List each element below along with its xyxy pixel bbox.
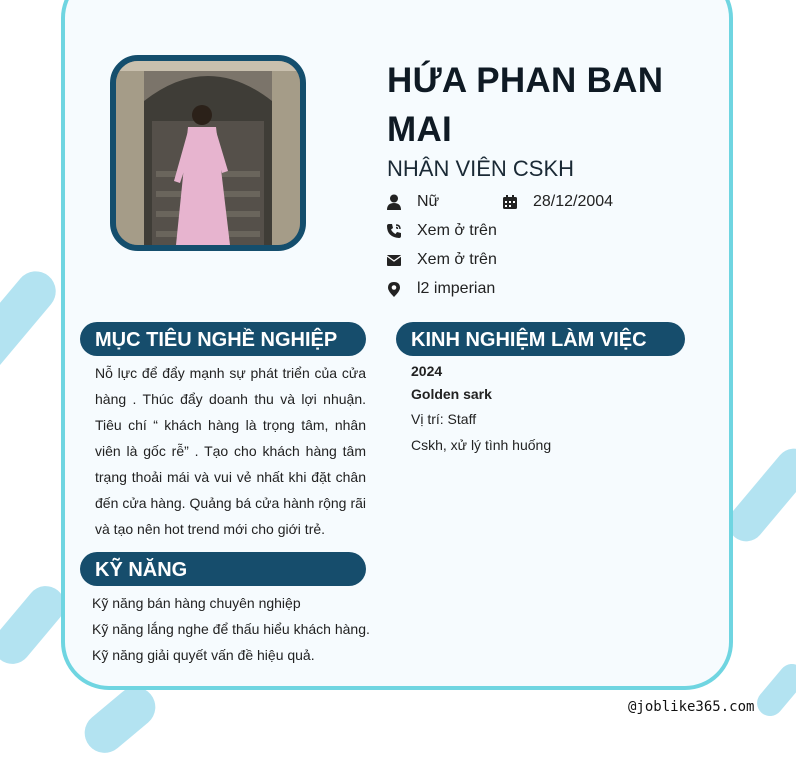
phone-icon bbox=[386, 223, 402, 239]
decorative-stripe bbox=[752, 659, 796, 722]
experience-company: Golden sark bbox=[411, 386, 492, 402]
experience-year: 2024 bbox=[411, 363, 443, 379]
dob-row bbox=[502, 193, 613, 211]
profile-photo bbox=[110, 55, 306, 251]
dob-value: 28/12/2004 bbox=[533, 193, 614, 210]
envelope-icon bbox=[386, 252, 402, 268]
experience-description: Cskh, xử lý tình huống bbox=[411, 437, 552, 453]
skill-item: Kỹ năng giải quyết vấn đề hiệu quả. bbox=[92, 647, 315, 663]
decorative-stripe bbox=[0, 263, 64, 381]
objective-header: MỤC TIÊU NGHỀ NGHIỆP bbox=[80, 322, 366, 356]
watermark: @joblike365.com bbox=[628, 699, 755, 715]
decorative-stripe bbox=[77, 679, 164, 761]
candidate-position: NHÂN VIÊN CSKH bbox=[387, 156, 575, 181]
map-pin-icon bbox=[386, 281, 402, 297]
experience-header: KINH NGHIỆM LÀM VIỆC bbox=[396, 322, 685, 356]
profile-photo-image bbox=[116, 61, 300, 245]
email-value: Xem ở trên bbox=[417, 251, 497, 268]
skills-header: KỸ NĂNG bbox=[80, 552, 366, 586]
candidate-name: HỨA PHAN BAN MAI bbox=[387, 61, 664, 149]
address-row bbox=[386, 280, 495, 298]
phone-value: Xem ở trên bbox=[417, 222, 497, 239]
address-value: l2 imperian bbox=[417, 280, 496, 297]
gender-value: Nữ bbox=[417, 193, 440, 210]
user-icon bbox=[386, 194, 402, 210]
skill-item: Kỹ năng bán hàng chuyên nghiệp bbox=[92, 595, 301, 611]
gender-row bbox=[386, 193, 439, 211]
calendar-icon bbox=[502, 194, 518, 210]
phone-row bbox=[386, 222, 497, 240]
email-row bbox=[386, 251, 497, 269]
skill-item: Kỹ năng lắng nghe để thấu hiểu khách hàng. bbox=[92, 621, 370, 637]
experience-role: Vị trí: Staff bbox=[411, 411, 477, 427]
objective-text: Nỗ lực để đẩy mạnh sự phát triển của cửa hàng . Thúc đẩy doanh thu và lợi nhuận. Tiêu chí “ khách hàng là trọng tâm, nhân viên là gốc rễ” . Tạo cho khách hàng tâm trạng thoải mái và vui vẻ nhất khi đặt chân đến cửa hàng. Quảng bá cửa hành rộng rãi và tạo nên hot trend mới cho giới trẻ. bbox=[95, 365, 366, 537]
